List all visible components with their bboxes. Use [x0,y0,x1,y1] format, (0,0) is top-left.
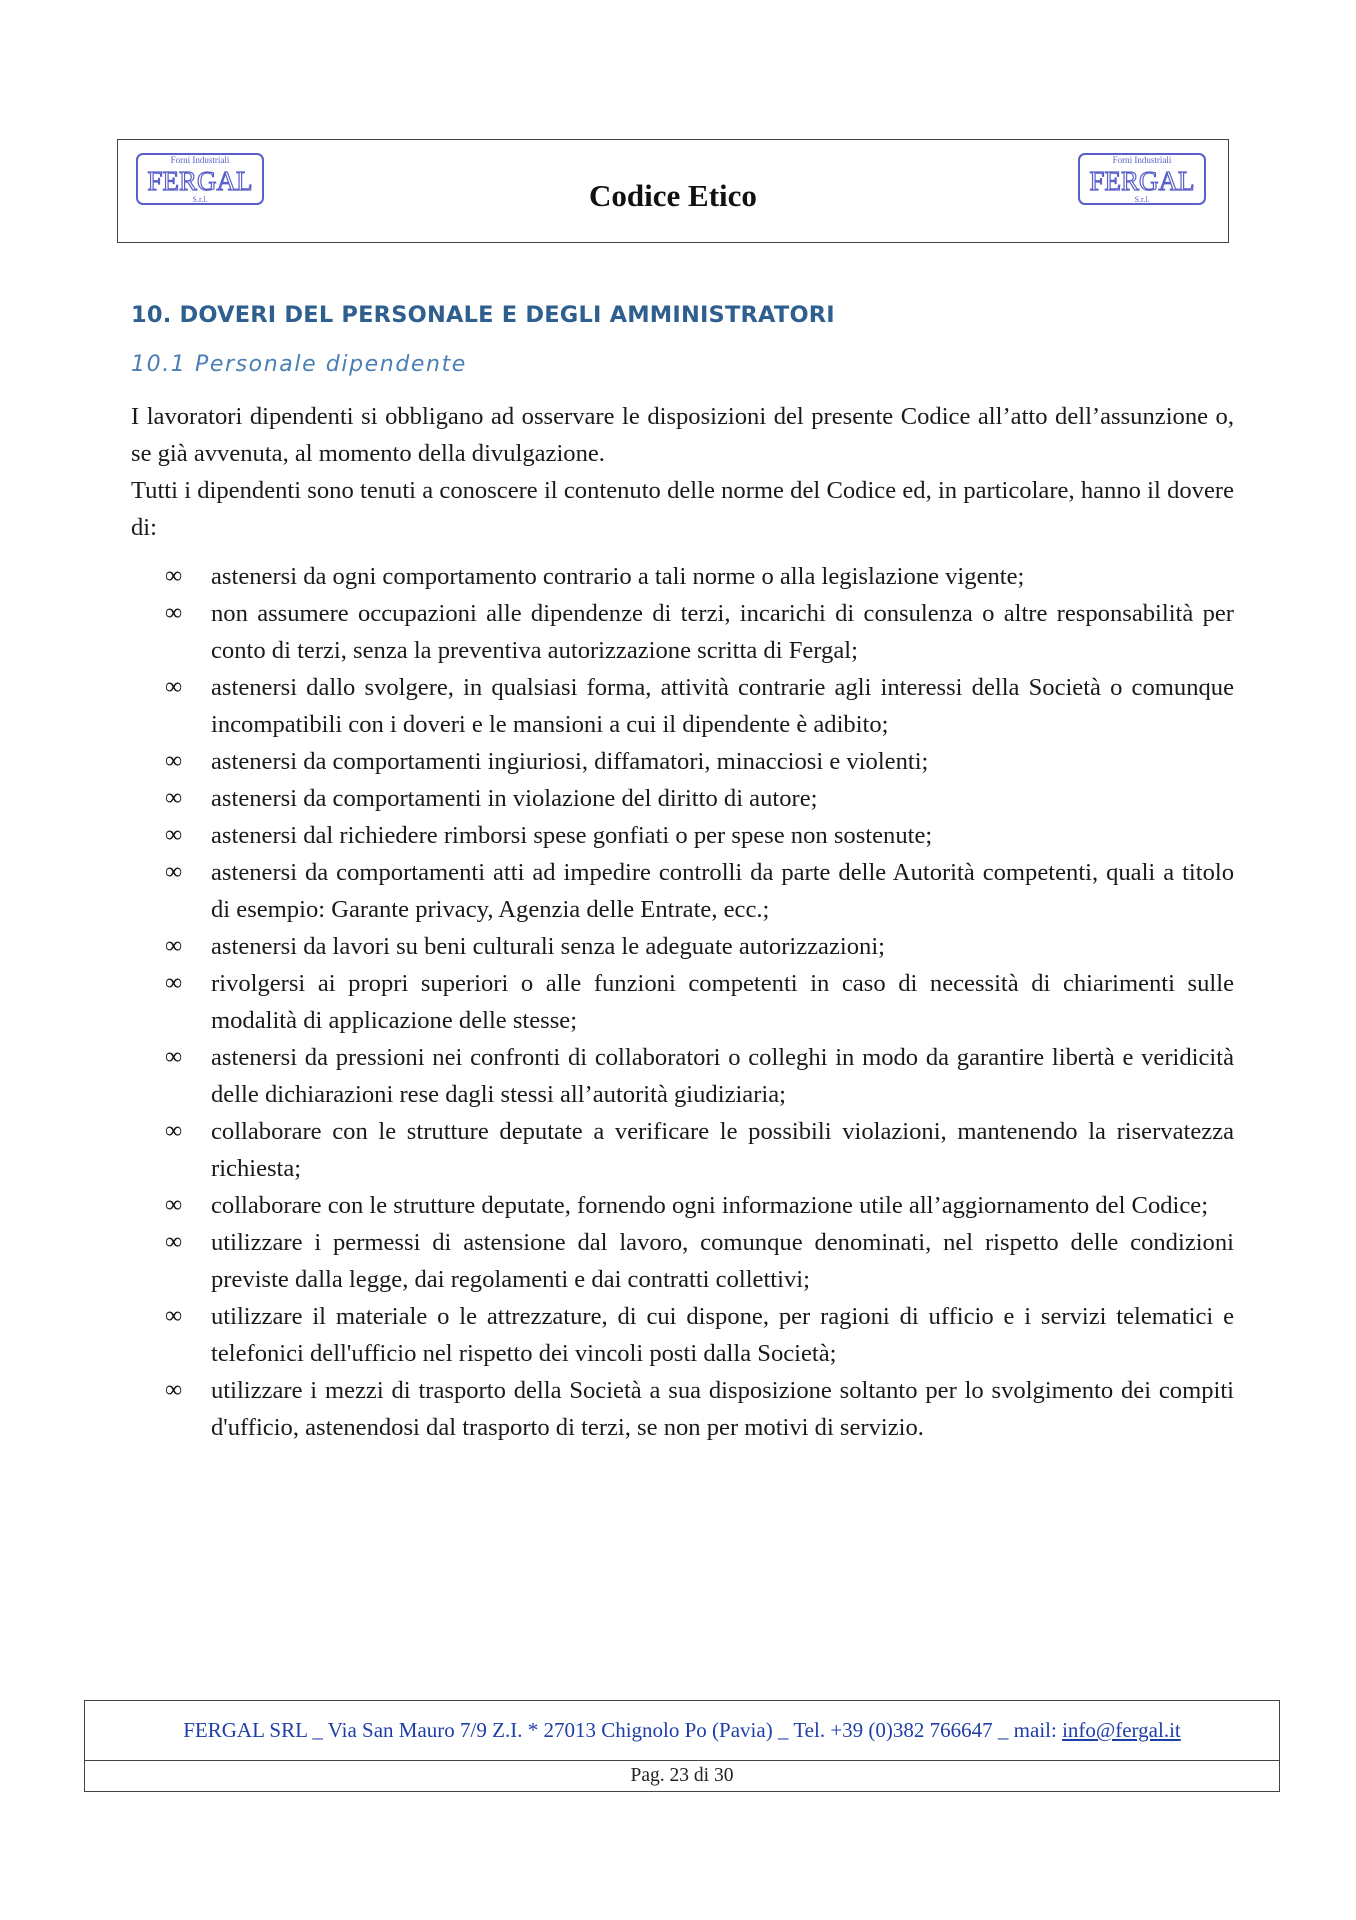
bullet-icon: ∞ [165,674,183,700]
section-heading: 10. DOVERI DEL PERSONALE E DEGLI AMMINISTRATORI [131,302,835,328]
list-item-text: non assumere occupazioni alle dipendenze di terzi, incarichi di consulenza o altre responsabilità per conto di terzi, senza la preventiva autorizzazione scritta di Fergal; [211,600,1234,664]
list-item [131,780,1234,817]
list-item-text: astenersi da comportamenti atti ad impedire controlli da parte delle Autorità competenti, quali a titolo di esempio: Garante privacy, Agenzia delle Entrate, ecc.; [211,859,1234,923]
bullet-icon: ∞ [165,859,183,885]
footer-contact [85,1701,1279,1761]
bullet-icon: ∞ [165,563,183,589]
bullet-icon: ∞ [165,785,183,811]
logo-left-top-text: Forni Industriali [170,155,230,165]
bullet-icon: ∞ [165,822,183,848]
document-title: Codice Etico [589,178,757,213]
bullet-icon: ∞ [165,1377,183,1403]
logo-right-name: FERGAL [1089,166,1195,196]
logo-left-sub: S.r.l. [192,195,208,204]
paragraph: Tutti i dipendenti sono tenuti a conoscere il contenuto delle norme del Codice ed, in particolare, hanno il dovere di: [131,477,1234,541]
list-item [131,817,1234,854]
bullet-icon: ∞ [165,1303,183,1329]
list-item-text: astenersi da pressioni nei confronti di collaboratori o colleghi in modo da garantire libertà e veridicità delle dichiarazioni rese dagli stessi all’autorità giudiziaria; [211,1044,1234,1108]
bullet-icon: ∞ [165,1229,183,1255]
fergal-logo-right [1076,148,1208,210]
list-item-text: utilizzare i mezzi di trasporto della Società a sua disposizione soltanto per lo svolgimento dei compiti d'ufficio, astenendosi dal trasporto di terzi, se non per motivi di servizio. [211,1377,1234,1441]
list-item [131,1298,1234,1372]
page-footer [84,1700,1280,1792]
logo-right-sub: S.r.l. [1134,195,1150,204]
list-item [131,1039,1234,1113]
bullet-icon: ∞ [165,600,183,626]
list-item-text: astenersi da lavori su beni culturali senza le adeguate autorizzazioni; [211,933,885,960]
bullet-icon: ∞ [165,970,183,996]
page-number: Pag. 23 di 30 [630,1765,734,1786]
bullet-icon: ∞ [165,1118,183,1144]
list-item [131,743,1234,780]
intro-text [131,398,1234,546]
list-item [131,965,1234,1039]
list-item [131,1187,1234,1224]
duties-list [131,558,1234,1446]
list-item-text: utilizzare i permessi di astensione dal lavoro, comunque denominati, nel rispetto delle condizioni previste dalla legge, dai regolamenti e dai contratti collettivi; [211,1229,1234,1293]
list-item [131,595,1234,669]
list-item-text: utilizzare il materiale o le attrezzature, di cui dispone, per ragioni di ufficio e i servizi telematici e telefonici dell'ufficio nel rispetto dei vincoli posti dalla Società; [211,1303,1234,1367]
bullet-icon: ∞ [165,933,183,959]
list-item-text: collaborare con le strutture deputate, fornendo ogni informazione utile all’aggiornamento del Codice; [211,1192,1209,1219]
bullet-icon: ∞ [165,1192,183,1218]
list-item [131,1113,1234,1187]
list-item-text: astenersi da ogni comportamento contrario a tali norme o alla legislazione vigente; [211,563,1025,590]
list-item [131,854,1234,928]
list-item [131,669,1234,743]
fergal-logo-right-graphic [1076,148,1208,210]
paragraph: I lavoratori dipendenti si obbligano ad osservare le disposizioni del presente Codice all’atto dell’assunzione o, se già avvenuta, al momento della divulgazione. [131,403,1234,467]
bullet-icon: ∞ [165,748,183,774]
logo-left-name: FERGAL [147,166,253,196]
list-item [131,1224,1234,1298]
list-item-text: collaborare con le strutture deputate a verificare le possibili violazioni, mantenendo la riservatezza richiesta; [211,1118,1234,1182]
list-item-text: rivolgersi ai propri superiori o alle funzioni competenti in caso di necessità di chiarimenti sulle modalità di applicazione delle stesse; [211,970,1234,1034]
logo-right-top-text: Forni Industriali [1112,155,1172,165]
list-item [131,558,1234,595]
list-item-text: astenersi dallo svolgere, in qualsiasi forma, attività contrarie agli interessi della Società o comunque incompatibili con i doveri e le mansioni a cui il dipendente è adibito; [211,674,1234,738]
page-header [117,139,1229,243]
list-item-text: astenersi dal richiedere rimborsi spese gonfiati o per spese non sostenute; [211,822,933,849]
footer-address: FERGAL SRL _ Via San Mauro 7/9 Z.I. * 27013 Chignolo Po (Pavia) _ Tel. +39 (0)382 766647 _ mail: [183,1718,1063,1742]
bullet-icon: ∞ [165,1044,183,1070]
list-item [131,928,1234,965]
list-item [131,1372,1234,1446]
list-item-text: astenersi da comportamenti in violazione del diritto di autore; [211,785,818,812]
subsection-heading: 10.1 Personale dipendente [131,352,467,377]
list-item-text: astenersi da comportamenti ingiuriosi, diffamatori, minacciosi e violenti; [211,748,929,775]
footer-email-link[interactable]: info@fergal.it [1062,1718,1181,1742]
